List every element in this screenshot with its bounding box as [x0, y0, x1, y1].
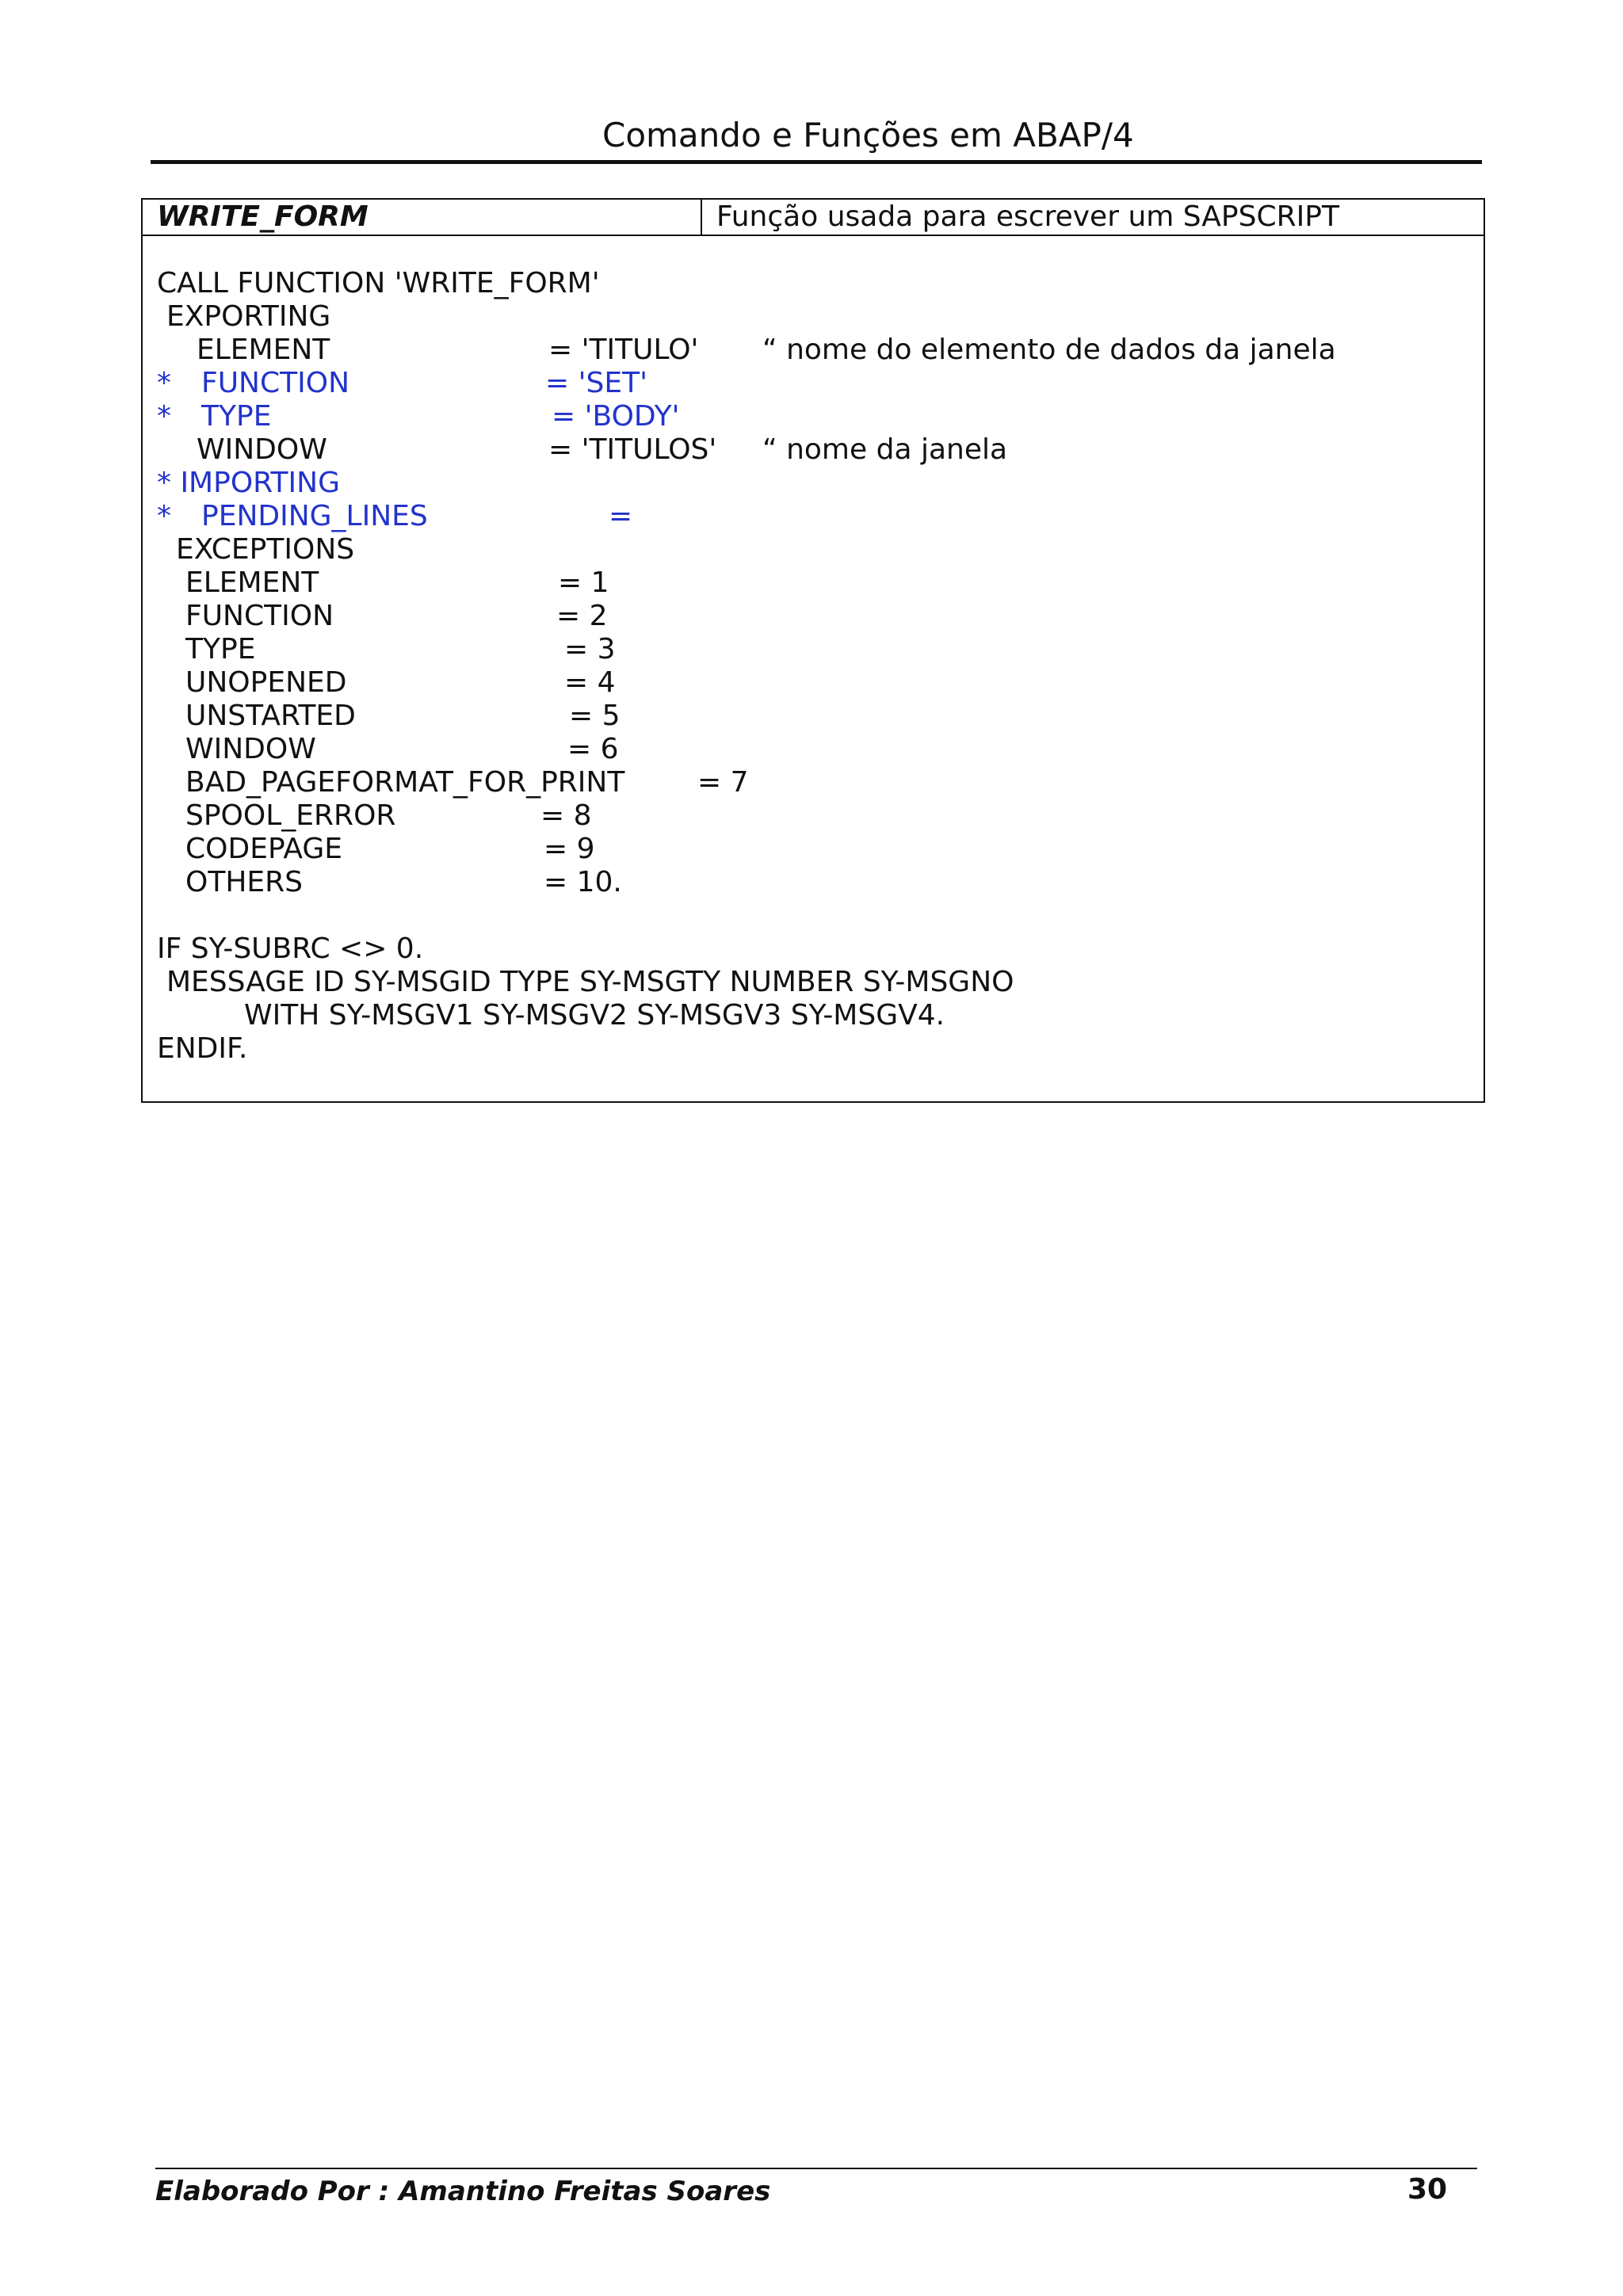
exception-name: BAD_PAGEFORMAT_FOR_PRINT [185, 766, 625, 799]
code-comment-type-value: = 'BODY' [552, 400, 680, 433]
exception-value: = 10. [544, 866, 622, 898]
code-comment-function-value: = 'SET' [545, 367, 647, 399]
code-param-window-comment: “ nome da janela [762, 433, 1008, 466]
code-comment-function-name: FUNCTION [201, 367, 349, 399]
code-endif-line: ENDIF. [157, 1032, 248, 1065]
exception-name: CODEPAGE [185, 833, 342, 865]
exception-value: = 4 [564, 666, 616, 699]
exception-name: UNSTARTED [185, 700, 356, 732]
function-name: WRITE_FORM [157, 200, 369, 233]
code-exceptions-line: EXCEPTIONS [176, 533, 355, 566]
code-comment-pending-lines-name: PENDING_LINES [201, 500, 428, 532]
code-comment-pending-lines-value: = [609, 500, 633, 532]
exception-value: = 1 [558, 566, 609, 599]
code-comment-star: * [157, 367, 171, 399]
function-box [141, 198, 1485, 1103]
code-param-window-name: WINDOW [197, 433, 327, 466]
exception-name: FUNCTION [185, 600, 334, 632]
exception-name: OTHERS [185, 866, 304, 898]
exception-value: = 2 [556, 600, 608, 632]
function-description: Função usada para escrever um SAPSCRIPT [716, 200, 1339, 233]
page-header [151, 113, 1482, 164]
exception-value: = 6 [567, 733, 619, 765]
exception-name: WINDOW [185, 733, 316, 765]
code-param-element-comment: “ nome do elemento de dados da janela [762, 334, 1336, 366]
code-param-element-value: = 'TITULO' [548, 334, 699, 366]
exception-value: = 7 [697, 766, 749, 799]
header-title: Comando e Funções em ABAP/4 [602, 116, 1134, 154]
exception-value: = 3 [564, 633, 616, 666]
code-comment-type-name: TYPE [201, 400, 272, 433]
code-call-line: CALL FUNCTION 'WRITE_FORM' [157, 267, 600, 299]
code-comment-star: * [157, 400, 171, 433]
page-number: 30 [1407, 2173, 1448, 2206]
code-message-line: MESSAGE ID SY-MSGID TYPE SY-MSGTY NUMBER SY-MSGNO [166, 966, 1014, 998]
exception-name: ELEMENT [185, 566, 319, 599]
exception-name: UNOPENED [185, 666, 347, 699]
code-exporting-line: EXPORTING [166, 300, 331, 333]
footer-rule [155, 2168, 1477, 2169]
function-header-row [143, 200, 1484, 236]
exception-name: SPOOL_ERROR [185, 799, 396, 832]
exception-value: = 9 [544, 833, 595, 865]
code-param-element-name: ELEMENT [197, 334, 330, 366]
code-comment-importing: * IMPORTING [157, 467, 340, 499]
exception-value: = 8 [540, 799, 592, 832]
footer-author: Elaborado Por : Amantino Freitas Soares [155, 2176, 771, 2207]
code-with-line: WITH SY-MSGV1 SY-MSGV2 SY-MSGV3 SY-MSGV4. [244, 999, 945, 1032]
code-if-line: IF SY-SUBRC <> 0. [157, 933, 424, 965]
code-comment-star: * [157, 500, 171, 532]
code-param-window-value: = 'TITULOS' [548, 433, 717, 466]
exception-name: TYPE [185, 633, 256, 666]
cell-divider [701, 200, 702, 235]
exception-value: = 5 [569, 700, 621, 732]
